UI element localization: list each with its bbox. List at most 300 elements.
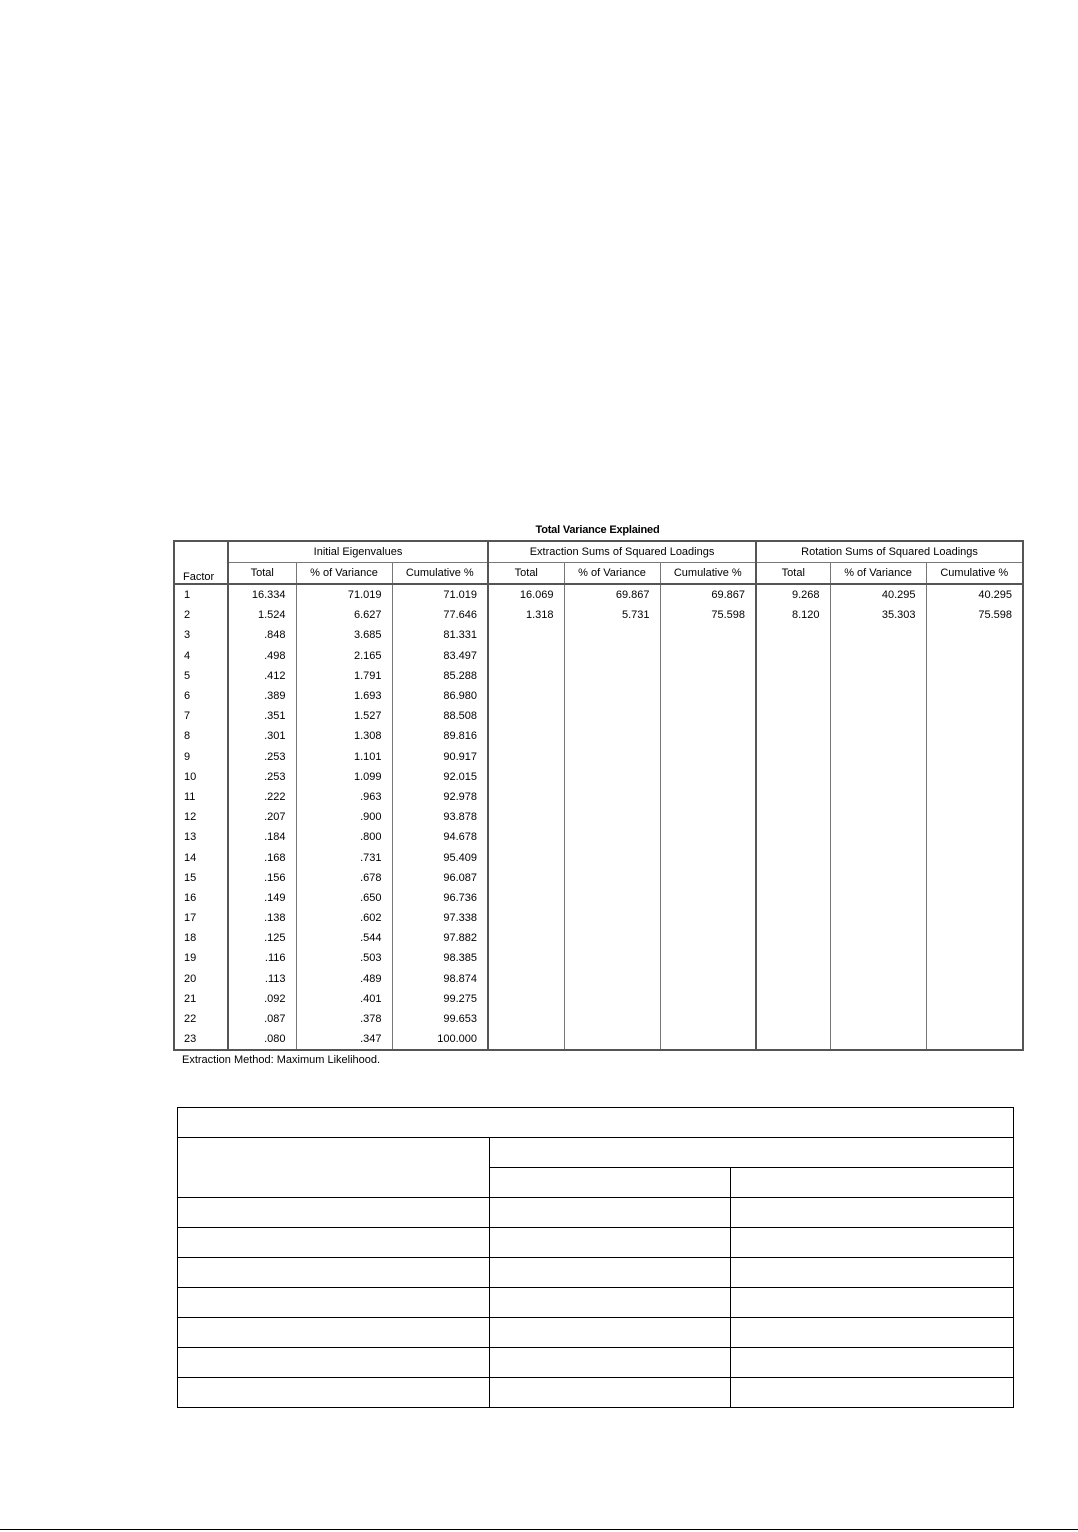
empty-cell [178, 1198, 490, 1228]
value-cell [660, 969, 756, 989]
value-cell [564, 1009, 660, 1029]
value-cell: 40.295 [830, 584, 926, 605]
value-cell [660, 807, 756, 827]
value-cell [660, 948, 756, 968]
factor-header: Factor [174, 541, 228, 584]
factor-cell: 11 [184, 790, 196, 803]
value-cell [660, 706, 756, 726]
value-cell: .731 [296, 847, 392, 867]
value-cell [830, 767, 926, 787]
value-cell: 6.627 [296, 605, 392, 625]
value-cell: .351 [228, 706, 296, 726]
value-cell [660, 888, 756, 908]
value-cell: .116 [228, 948, 296, 968]
value-cell [756, 747, 830, 767]
value-cell [488, 928, 564, 948]
value-cell [756, 989, 830, 1009]
value-cell [564, 625, 660, 645]
value-cell: .412 [228, 666, 296, 686]
value-cell: .498 [228, 646, 296, 666]
value-cell [830, 747, 926, 767]
value-cell: 75.598 [926, 605, 1023, 625]
sub-header: Total [228, 563, 296, 585]
empty-cell [731, 1198, 1014, 1228]
table-row [174, 807, 1023, 827]
value-cell: .678 [296, 868, 392, 888]
table-row [174, 1029, 1023, 1050]
value-cell: .092 [228, 989, 296, 1009]
value-cell [564, 827, 660, 847]
value-cell [488, 868, 564, 888]
group-header-extraction: Extraction Sums of Squared Loadings [488, 541, 756, 563]
empty-cell [178, 1348, 490, 1378]
value-cell [830, 726, 926, 746]
value-cell [660, 747, 756, 767]
value-cell [564, 847, 660, 867]
empty-cell [490, 1198, 731, 1228]
value-cell [660, 868, 756, 888]
empty-cell [178, 1258, 490, 1288]
value-cell: 97.338 [392, 908, 488, 928]
value-cell: 98.874 [392, 969, 488, 989]
value-cell: 99.275 [392, 989, 488, 1009]
empty-cell [731, 1168, 1014, 1198]
value-cell [756, 787, 830, 807]
table-row [174, 989, 1023, 1009]
value-cell [926, 847, 1023, 867]
value-cell [830, 666, 926, 686]
value-cell [564, 868, 660, 888]
value-cell: .080 [228, 1029, 296, 1050]
value-cell: .489 [296, 969, 392, 989]
value-cell [660, 726, 756, 746]
value-cell: 9.268 [756, 584, 830, 605]
sub-header: % of Variance [564, 563, 660, 585]
value-cell: .253 [228, 747, 296, 767]
table-row [174, 625, 1023, 645]
value-cell [756, 686, 830, 706]
empty-cell [490, 1258, 731, 1288]
empty-table-row [178, 1378, 1014, 1408]
value-cell [564, 726, 660, 746]
sub-header: Total [488, 563, 564, 585]
empty-table-row [178, 1288, 1014, 1318]
value-cell [756, 666, 830, 686]
value-cell [660, 847, 756, 867]
value-cell: .900 [296, 807, 392, 827]
empty-cell [178, 1138, 490, 1198]
value-cell: 40.295 [926, 584, 1023, 605]
value-cell: 96.736 [392, 888, 488, 908]
value-cell: 69.867 [564, 584, 660, 605]
empty-cell [490, 1318, 731, 1348]
factor-cell: 3 [184, 629, 191, 642]
value-cell [660, 686, 756, 706]
sub-header: Cumulative % [926, 563, 1023, 585]
value-cell [830, 706, 926, 726]
value-cell [756, 646, 830, 666]
value-cell: 1.524 [228, 605, 296, 625]
value-cell [926, 1029, 1023, 1050]
group-header-initial: Initial Eigenvalues [228, 541, 488, 563]
value-cell: 71.019 [392, 584, 488, 605]
empty-table-row [178, 1108, 1014, 1138]
table-row [174, 827, 1023, 847]
value-cell [488, 686, 564, 706]
group-header-rotation: Rotation Sums of Squared Loadings [756, 541, 1023, 563]
factor-cell: 6 [184, 690, 191, 703]
empty-table-row [178, 1348, 1014, 1378]
value-cell: 71.019 [296, 584, 392, 605]
factor-cell: 2 [184, 609, 191, 622]
value-cell [660, 666, 756, 686]
value-cell [660, 767, 756, 787]
value-cell [926, 827, 1023, 847]
value-cell [564, 646, 660, 666]
value-cell: .156 [228, 868, 296, 888]
value-cell [660, 625, 756, 645]
value-cell [830, 888, 926, 908]
sub-header: % of Variance [296, 563, 392, 585]
value-cell [830, 625, 926, 645]
value-cell [830, 989, 926, 1009]
empty-cell [490, 1378, 731, 1408]
factor-cell: 8 [184, 730, 191, 743]
value-cell: 88.508 [392, 706, 488, 726]
value-cell [488, 625, 564, 645]
value-cell [926, 787, 1023, 807]
value-cell: 99.653 [392, 1009, 488, 1029]
value-cell: 81.331 [392, 625, 488, 645]
table-body [174, 584, 1023, 1050]
value-cell [830, 847, 926, 867]
value-cell: .138 [228, 908, 296, 928]
value-cell [488, 888, 564, 908]
value-cell [488, 908, 564, 928]
value-cell [564, 686, 660, 706]
value-cell [926, 807, 1023, 827]
value-cell: .222 [228, 787, 296, 807]
value-cell [756, 1029, 830, 1050]
value-cell [660, 646, 756, 666]
value-cell: 92.015 [392, 767, 488, 787]
table-row [174, 888, 1023, 908]
empty-table-row [178, 1318, 1014, 1348]
value-cell [660, 989, 756, 1009]
value-cell [488, 767, 564, 787]
value-cell [564, 989, 660, 1009]
table-row [174, 868, 1023, 888]
value-cell [564, 666, 660, 686]
empty-table-row [178, 1258, 1014, 1288]
value-cell: .087 [228, 1009, 296, 1029]
empty-cell [490, 1228, 731, 1258]
value-cell [926, 747, 1023, 767]
value-cell [756, 847, 830, 867]
value-cell: .963 [296, 787, 392, 807]
table-row [174, 948, 1023, 968]
value-cell [830, 1009, 926, 1029]
empty-cell [731, 1348, 1014, 1378]
empty-cell [178, 1288, 490, 1318]
table-row [174, 969, 1023, 989]
value-cell: 1.791 [296, 666, 392, 686]
table-row [174, 1009, 1023, 1029]
table-row [174, 706, 1023, 726]
value-cell: 89.816 [392, 726, 488, 746]
factor-cell: 7 [184, 710, 191, 723]
empty-table [177, 1107, 1014, 1408]
table-row [174, 646, 1023, 666]
value-cell: 16.334 [228, 584, 296, 605]
factor-cell: 10 [184, 770, 197, 783]
value-cell [926, 1009, 1023, 1029]
value-cell [564, 706, 660, 726]
factor-cell: 18 [184, 932, 197, 945]
value-cell: 97.882 [392, 928, 488, 948]
value-cell [660, 928, 756, 948]
value-cell: 2.165 [296, 646, 392, 666]
value-cell [488, 726, 564, 746]
sub-header: Total [756, 563, 830, 585]
value-cell: 77.646 [392, 605, 488, 625]
value-cell [564, 747, 660, 767]
value-cell: 90.917 [392, 747, 488, 767]
table-row [174, 584, 1023, 605]
value-cell: .184 [228, 827, 296, 847]
value-cell [488, 948, 564, 968]
factor-cell: 20 [184, 972, 197, 985]
value-cell: .848 [228, 625, 296, 645]
value-cell [756, 827, 830, 847]
value-cell: 1.318 [488, 605, 564, 625]
value-cell [830, 686, 926, 706]
value-cell: .149 [228, 888, 296, 908]
value-cell: .800 [296, 827, 392, 847]
empty-cell [490, 1348, 731, 1378]
value-cell: 85.288 [392, 666, 488, 686]
value-cell: 5.731 [564, 605, 660, 625]
factor-cell: 22 [184, 1013, 197, 1026]
value-cell: .253 [228, 767, 296, 787]
value-cell [756, 706, 830, 726]
factor-cell: 21 [184, 992, 197, 1005]
factor-cell: 23 [184, 1033, 197, 1046]
value-cell: 93.878 [392, 807, 488, 827]
value-cell: 75.598 [660, 605, 756, 625]
value-cell [830, 969, 926, 989]
value-cell [830, 807, 926, 827]
factor-cell: 14 [184, 851, 197, 864]
extraction-method-footnote: Extraction Method: Maximum Likelihood. [182, 1054, 381, 1067]
value-cell: .347 [296, 1029, 392, 1050]
value-cell [756, 969, 830, 989]
factor-cell: 16 [184, 891, 197, 904]
value-cell [488, 666, 564, 686]
value-cell [564, 767, 660, 787]
value-cell [660, 908, 756, 928]
empty-cell [178, 1108, 1014, 1138]
empty-cell [731, 1258, 1014, 1288]
factor-cell: 19 [184, 952, 197, 965]
empty-table-row [178, 1138, 1014, 1168]
value-cell: .113 [228, 969, 296, 989]
value-cell: .125 [228, 928, 296, 948]
value-cell [830, 1029, 926, 1050]
value-cell [488, 847, 564, 867]
value-cell [830, 646, 926, 666]
factor-cell: 4 [184, 649, 191, 662]
value-cell [926, 706, 1023, 726]
value-cell: 96.087 [392, 868, 488, 888]
value-cell: 8.120 [756, 605, 830, 625]
value-cell [564, 1029, 660, 1050]
value-cell: .301 [228, 726, 296, 746]
table-row [174, 787, 1023, 807]
value-cell [488, 969, 564, 989]
value-cell [756, 726, 830, 746]
factor-cell: 12 [184, 811, 197, 824]
value-cell [926, 989, 1023, 1009]
value-cell: .401 [296, 989, 392, 1009]
value-cell: 1.693 [296, 686, 392, 706]
variance-table-container [173, 522, 1022, 1066]
empty-cell [178, 1318, 490, 1348]
value-cell [564, 908, 660, 928]
value-cell: .168 [228, 847, 296, 867]
value-cell [830, 787, 926, 807]
value-cell [660, 787, 756, 807]
value-cell [488, 807, 564, 827]
empty-cell [490, 1288, 731, 1318]
table-row [174, 928, 1023, 948]
value-cell [756, 868, 830, 888]
value-cell [926, 948, 1023, 968]
table-title: Total Variance Explained [535, 524, 660, 536]
value-cell [926, 726, 1023, 746]
value-cell [926, 767, 1023, 787]
table-row [174, 666, 1023, 686]
value-cell [660, 1009, 756, 1029]
value-cell [756, 1009, 830, 1029]
value-cell: .650 [296, 888, 392, 908]
value-cell [756, 948, 830, 968]
value-cell: 1.099 [296, 767, 392, 787]
value-cell: 94.678 [392, 827, 488, 847]
value-cell: 1.527 [296, 706, 392, 726]
value-cell: .602 [296, 908, 392, 928]
empty-cell [731, 1288, 1014, 1318]
value-cell [830, 868, 926, 888]
value-cell: 95.409 [392, 847, 488, 867]
value-cell [488, 989, 564, 1009]
value-cell [756, 625, 830, 645]
value-cell [756, 767, 830, 787]
value-cell: 16.069 [488, 584, 564, 605]
value-cell [830, 827, 926, 847]
page-bottom-rule [0, 1529, 1078, 1530]
factor-cell: 9 [184, 750, 191, 763]
value-cell: 83.497 [392, 646, 488, 666]
factor-cell: 15 [184, 871, 197, 884]
factor-cell: 1 [184, 589, 191, 602]
value-cell: 69.867 [660, 584, 756, 605]
value-cell: .378 [296, 1009, 392, 1029]
value-cell: 35.303 [830, 605, 926, 625]
value-cell: 3.685 [296, 625, 392, 645]
value-cell: .544 [296, 928, 392, 948]
value-cell [488, 827, 564, 847]
value-cell [488, 706, 564, 726]
value-cell [564, 928, 660, 948]
table-row [174, 908, 1023, 928]
value-cell [756, 908, 830, 928]
value-cell [830, 928, 926, 948]
value-cell [564, 807, 660, 827]
empty-cell [731, 1228, 1014, 1258]
value-cell [564, 787, 660, 807]
value-cell: 86.980 [392, 686, 488, 706]
value-cell: 98.385 [392, 948, 488, 968]
factor-cell: 17 [184, 912, 197, 925]
value-cell: 1.308 [296, 726, 392, 746]
sub-header: Cumulative % [660, 563, 756, 585]
sub-header: % of Variance [830, 563, 926, 585]
value-cell: 92.978 [392, 787, 488, 807]
value-cell [488, 787, 564, 807]
value-cell: 1.101 [296, 747, 392, 767]
value-cell [660, 1029, 756, 1050]
empty-cell [731, 1378, 1014, 1408]
value-cell [564, 969, 660, 989]
empty-table-row [178, 1228, 1014, 1258]
value-cell [564, 888, 660, 908]
value-cell [926, 969, 1023, 989]
value-cell [926, 646, 1023, 666]
value-cell [926, 868, 1023, 888]
empty-cell [490, 1168, 731, 1198]
empty-table-row [178, 1198, 1014, 1228]
value-cell: .207 [228, 807, 296, 827]
value-cell [926, 666, 1023, 686]
factor-cell: 13 [184, 831, 197, 844]
table-row [174, 605, 1023, 625]
table-row [174, 726, 1023, 746]
value-cell [756, 928, 830, 948]
value-cell [756, 807, 830, 827]
value-cell [660, 827, 756, 847]
table-row [174, 747, 1023, 767]
empty-cell [731, 1318, 1014, 1348]
empty-cell [178, 1228, 490, 1258]
value-cell [564, 948, 660, 968]
value-cell [756, 888, 830, 908]
value-cell [926, 908, 1023, 928]
value-cell [488, 747, 564, 767]
value-cell: 100.000 [392, 1029, 488, 1050]
value-cell [830, 948, 926, 968]
value-cell [488, 646, 564, 666]
table-row [174, 767, 1023, 787]
total-variance-table [173, 540, 1024, 1051]
value-cell [926, 928, 1023, 948]
value-cell [488, 1029, 564, 1050]
table-row [174, 686, 1023, 706]
table-row [174, 847, 1023, 867]
value-cell [926, 686, 1023, 706]
value-cell: .389 [228, 686, 296, 706]
value-cell [926, 888, 1023, 908]
